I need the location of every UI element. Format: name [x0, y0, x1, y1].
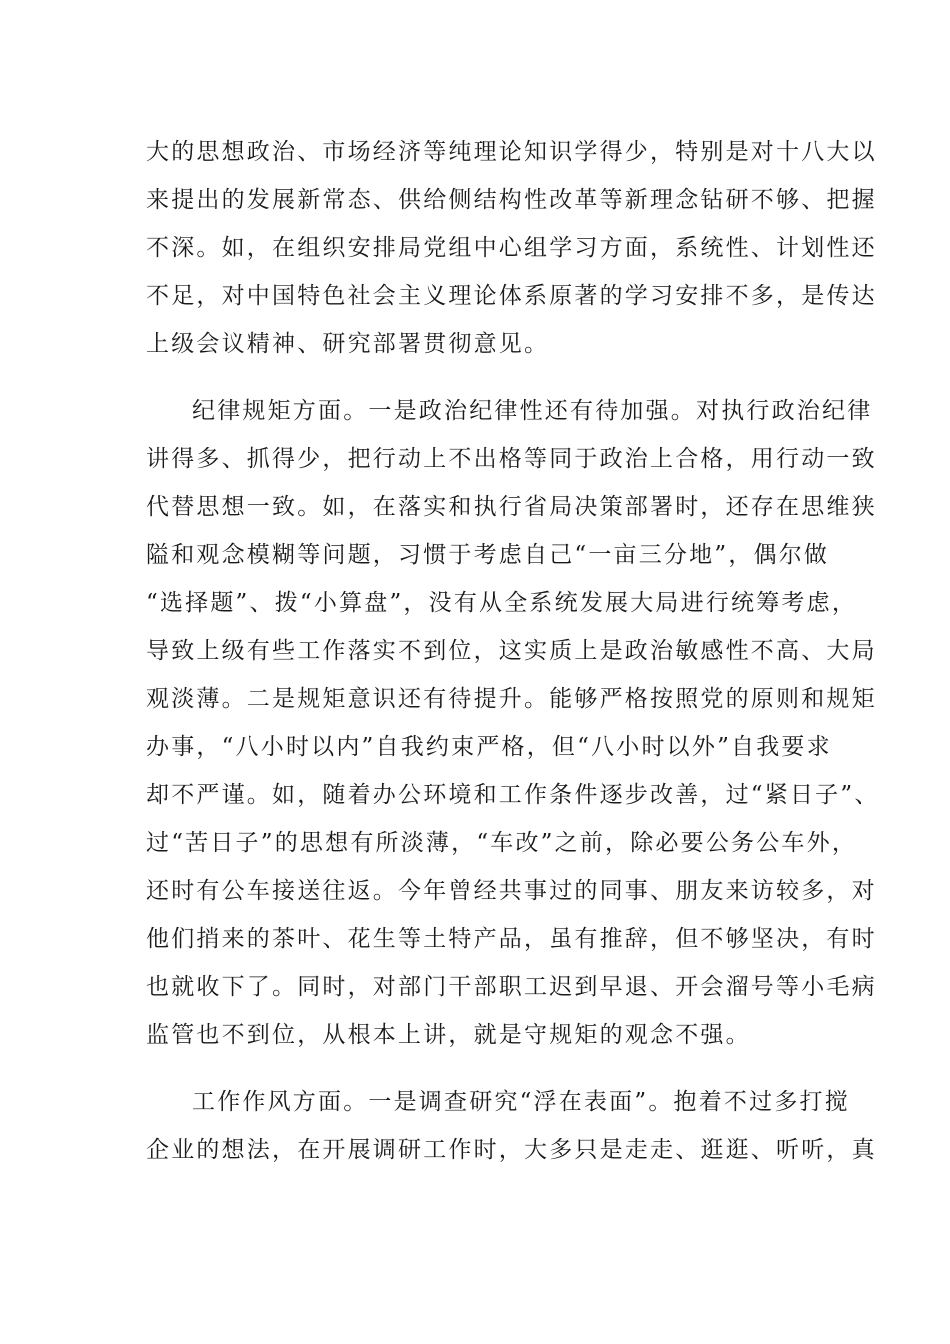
paragraph-2-line-1: 纪律规矩方面。一是政治纪律性还有待加强。对执行政治纪律 — [192, 398, 873, 424]
paragraph-2-line-13: 也就收下了。同时，对部门干部职工迟到早退、开会溜号等小毛病 — [146, 974, 877, 1000]
paragraph-1-line-4: 不足，对中国特色社会主义理论体系原著的学习安排不多，是传达 — [146, 283, 877, 309]
paragraph-2-line-3: 代替思想一致。如，在落实和执行省局决策部署时，还存在思维狭 — [146, 494, 877, 520]
paragraph-3-line-1: 工作作风方面。一是调查研究“浮在表面”。抱着不过多打搅 — [192, 1089, 850, 1115]
paragraph-2-line-14: 监管也不到位，从根本上讲，就是守规矩的观念不强。 — [146, 1022, 751, 1048]
paragraph-2-line-2: 讲得多、抓得少，把行动上不出格等同于政治上合格，用行动一致 — [146, 446, 877, 472]
paragraph-1-line-2: 来提出的发展新常态、供给侧结构性改革等新理念钻研不够、把握 — [146, 187, 877, 213]
paragraph-1-line-3: 不深。如，在组织安排局党组中心组学习方面，系统性、计划性还 — [146, 235, 877, 261]
paragraph-1-line-1: 大的思想政治、市场经济等纯理论知识学得少，特别是对十八大以 — [146, 139, 877, 165]
paragraph-2-line-8: 办事，“八小时以内”自我约束严格，但“八小时以外”自我要求 — [146, 734, 832, 760]
paragraph-2-line-5: “选择题”、拨“小算盘”，没有从全系统发展大局进行统筹考虑， — [146, 590, 858, 616]
paragraph-2-line-4: 隘和观念模糊等问题，习惯于考虑自己“一亩三分地”，偶尔做 — [146, 542, 830, 568]
paragraph-2-line-6: 导致上级有些工作落实不到位，这实质上是政治敏感性不高、大局 — [146, 638, 877, 664]
paragraph-2-line-7: 观淡薄。二是规矩意识还有待提升。能够严格按照党的原则和规矩 — [146, 686, 877, 712]
paragraph-2-line-9: 却不严谨。如，随着办公环境和工作条件逐步改善，过“紧日子”、 — [146, 782, 880, 808]
paragraph-1-line-5: 上级会议精神、研究部署贯彻意见。 — [146, 331, 550, 357]
paragraph-2-line-11: 还时有公车接送往返。今年曾经共事过的同事、朋友来访较多，对 — [146, 878, 877, 904]
paragraph-2-line-12: 他们捎来的茶叶、花生等土特产品，虽有推辞，但不够坚决，有时 — [146, 926, 877, 952]
paragraph-2-line-10: 过“苦日子”的思想有所淡薄，“车改”之前，除必要公务公车外， — [146, 830, 858, 856]
paragraph-3-line-2: 企业的想法，在开展调研工作时，大多只是走走、逛逛、听听，真 — [146, 1137, 877, 1163]
